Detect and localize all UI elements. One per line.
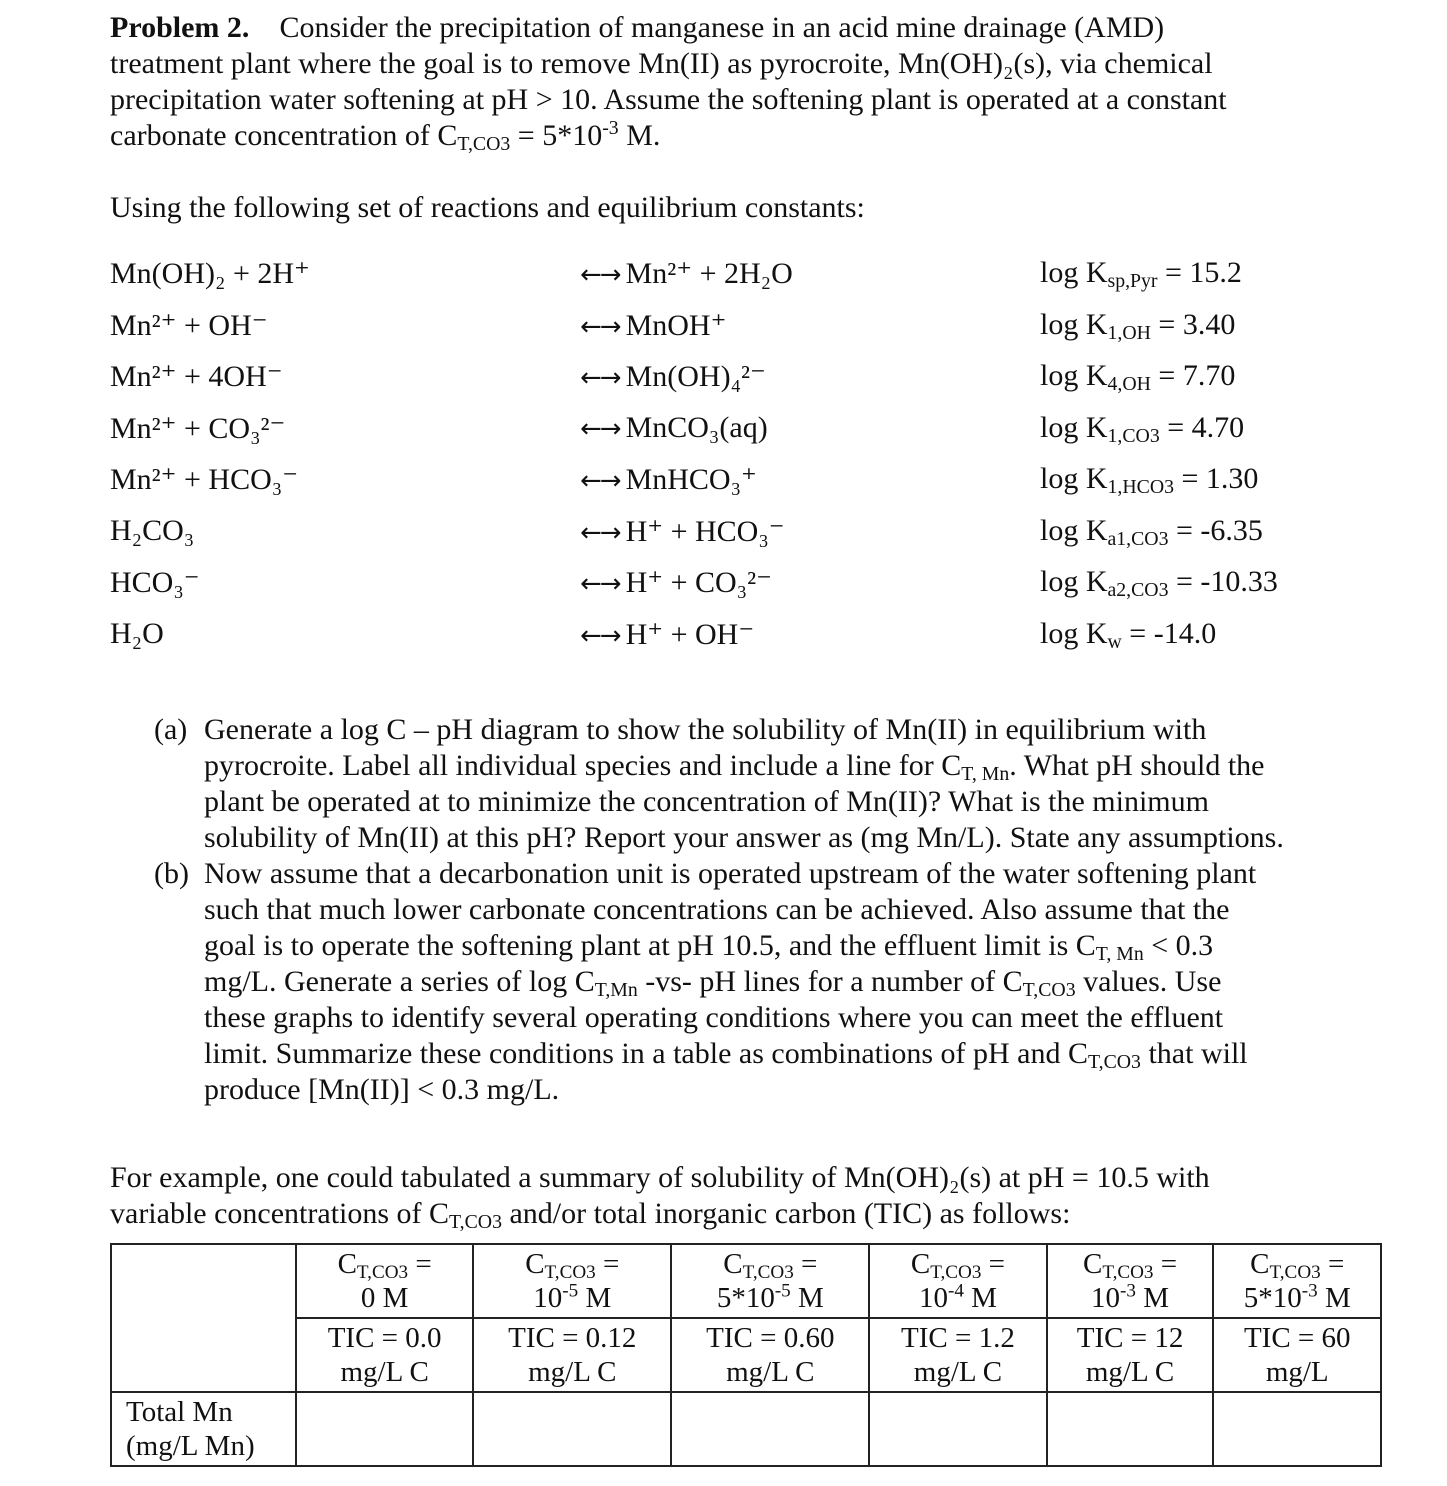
reaction-lhs: H₂CO₃ xyxy=(110,513,195,547)
table-empty-cell[interactable] xyxy=(671,1392,869,1466)
reaction-lhs: Mn²⁺ + 4OH⁻ xyxy=(110,360,283,393)
using-text: Using the following set of reactions and equilibrium constants: xyxy=(110,191,865,224)
reaction-row xyxy=(110,411,1390,463)
table-tic-cell: TIC = 0.0 mg/L C xyxy=(296,1318,473,1392)
reaction-constant: $\log K_{1,OH} = 3.40$ xyxy=(1040,307,1236,344)
table-header-cell: $C_{T,CO3}$ = 0 M xyxy=(296,1244,473,1318)
table-row-total-mn xyxy=(111,1392,1381,1466)
reaction-constant: $\log K_{sp,Pyr} = 15.2$ xyxy=(1040,256,1242,292)
reaction-list xyxy=(110,256,1390,668)
table-row-label: Total Mn (mg/L Mn) xyxy=(111,1392,296,1466)
equilibrium-arrow-icon: ←→ xyxy=(580,413,620,444)
intro-line-4: carbonate concentration of $C_{T,CO3} = 5*10^{-3}$ M. xyxy=(110,117,661,155)
equilibrium-arrow-icon: ←→ xyxy=(580,363,620,393)
example-line-1: For example, one could tabulated a summary of solubility of Mn(OH)₂(s) at pH = 10.5 with xyxy=(110,1161,1210,1194)
table-empty-cell[interactable] xyxy=(1047,1392,1214,1466)
question-b-label: (b) xyxy=(154,857,189,890)
reaction-rhs: ←→ Mn²⁺ + 2H₂O xyxy=(580,257,793,290)
table-tic-cell: TIC = 12 mg/L C xyxy=(1047,1318,1214,1392)
table-empty-cell[interactable] xyxy=(1213,1392,1381,1466)
reaction-constant: $\log K_{a2,CO3} = -10.33$ xyxy=(1040,565,1278,601)
problem-document xyxy=(110,10,1390,1232)
equilibrium-arrow-icon: ←→ xyxy=(580,260,620,290)
reaction-constant: $\log K_{a1,CO3} = -6.35$ xyxy=(1040,513,1263,550)
question-a-text: Generate a log C – pH diagram to show the solubility of Mn(II) in equilibrium with pyrocroite. Label all individual species and include a line for $C_{T, Mn}$. What pH should the plant be operated at to minimize the concentration of Mn(II)? What is the minimum solubility of Mn(II) at this pH? Report your answer as (mg Mn/L). State any assumptions. xyxy=(204,713,1284,854)
reaction-lhs: HCO₃⁻ xyxy=(110,566,200,599)
reaction-rhs: ←→ MnOH⁺ xyxy=(580,308,727,342)
table-row-tic xyxy=(111,1318,1381,1392)
table-tic-cell: TIC = 0.12 mg/L C xyxy=(473,1318,671,1392)
reaction-rhs: ←→ MnCO₃(aq) xyxy=(580,410,768,444)
reaction-row xyxy=(110,256,1390,308)
equilibrium-arrow-icon: ←→ xyxy=(580,517,620,548)
table-corner-cell xyxy=(111,1244,296,1392)
reaction-rhs: ←→ MnHCO₃⁺ xyxy=(580,463,757,496)
reaction-rhs: ←→ Mn(OH)₄²⁻ xyxy=(580,360,766,393)
table-header-cell: $C_{T,CO3}$ = $5*10^{-3}$ M xyxy=(1213,1244,1381,1318)
reaction-row xyxy=(110,514,1390,566)
table-row-concentration xyxy=(111,1244,1381,1318)
example-line-2: variable concentrations of $C_{T,CO3}$ and/or total inorganic carbon (TIC) as follows: xyxy=(110,1197,1071,1233)
reaction-lhs: Mn²⁺ + HCO₃⁻ xyxy=(110,463,299,496)
equilibrium-arrow-icon: ←→ xyxy=(580,311,620,342)
table-header-cell: $C_{T,CO3}$ = $10^{-5}$ M xyxy=(473,1244,671,1318)
reaction-rhs: ←→ H⁺ + HCO₃⁻ xyxy=(580,514,785,548)
reaction-row xyxy=(110,308,1390,360)
intro-line-1: Problem 2. Consider the precipitation of manganese in an acid mine drainage (AMD) xyxy=(110,11,1165,44)
reaction-constant: $\log K_{1,CO3} = 4.70$ xyxy=(1040,410,1245,447)
question-b-text: Now assume that a decarbonation unit is operated upstream of the water softening plant such that much lower carbonate concentrations can be achieved. Also assume that the goal is to operate the softening plant at pH 10.5, and the effluent limit is $C_{T, Mn} < 0.3$ mg/L. Generate a series of $\log C_{T,Mn}$ -vs- pH lines for a number of $C_{T,CO3}$ values. Use these graphs to identify several operating conditions where you can meet the effluent limit. Summarize these conditions in a table as combinations of pH and $C_{T,CO3}$ that will produce [Mn(II)] < 0.3 mg/L. xyxy=(204,857,1257,1106)
equilibrium-arrow-icon: ←→ xyxy=(580,466,620,496)
problem-intro xyxy=(110,10,1390,154)
question-b xyxy=(154,856,1390,1108)
table-tic-cell: TIC = 0.60 mg/L C xyxy=(671,1318,869,1392)
reaction-row xyxy=(110,359,1390,411)
reaction-rhs: ←→ H⁺ + CO₃²⁻ xyxy=(580,566,772,599)
question-list xyxy=(154,712,1390,1108)
summary-table xyxy=(110,1243,1382,1467)
table-empty-cell[interactable] xyxy=(869,1392,1046,1466)
reaction-lhs: Mn²⁺ + OH⁻ xyxy=(110,308,268,342)
question-a xyxy=(154,712,1390,856)
reaction-constant: $\log K_{4,OH} = 7.70$ xyxy=(1040,359,1236,395)
table-tic-cell: TIC = 1.2 mg/L C xyxy=(869,1318,1046,1392)
equilibrium-arrow-icon: ←→ xyxy=(580,620,620,651)
reaction-lhs: H₂O xyxy=(110,616,164,650)
table-header-cell: $C_{T,CO3}$ = $10^{-4}$ M xyxy=(869,1244,1046,1318)
table-header-cell: $C_{T,CO3}$ = $5*10^{-5}$ M xyxy=(671,1244,869,1318)
reaction-lhs: Mn²⁺ + CO₃²⁻ xyxy=(110,411,286,445)
reaction-constant: $\log K_w = -14.0$ xyxy=(1040,616,1217,653)
reaction-row xyxy=(110,565,1390,617)
question-a-label: (a) xyxy=(154,713,188,746)
example-paragraph xyxy=(110,1160,1390,1232)
table-header-cell: $C_{T,CO3}$ = $10^{-3}$ M xyxy=(1047,1244,1214,1318)
table-empty-cell[interactable] xyxy=(296,1392,473,1466)
reaction-constant: $\log K_{1,HCO3} = 1.30$ xyxy=(1040,462,1259,498)
reaction-lhs: Mn(OH)₂ + 2H⁺ xyxy=(110,257,310,290)
intro-line-2: treatment plant where the goal is to remove Mn(II) as pyrocroite, Mn(OH)₂(s), via chemical xyxy=(110,47,1213,80)
reaction-row xyxy=(110,462,1390,514)
intro-line-3: precipitation water softening at pH > 10. Assume the softening plant is operated at a constant xyxy=(110,83,1227,116)
equilibrium-arrow-icon: ←→ xyxy=(580,569,620,599)
reaction-rhs: ←→ H⁺ + OH⁻ xyxy=(580,617,755,651)
reaction-row xyxy=(110,617,1390,669)
table-empty-cell[interactable] xyxy=(473,1392,671,1466)
problem-heading: Problem 2. xyxy=(110,11,250,44)
table-tic-cell: TIC = 60 mg/L xyxy=(1213,1318,1381,1392)
